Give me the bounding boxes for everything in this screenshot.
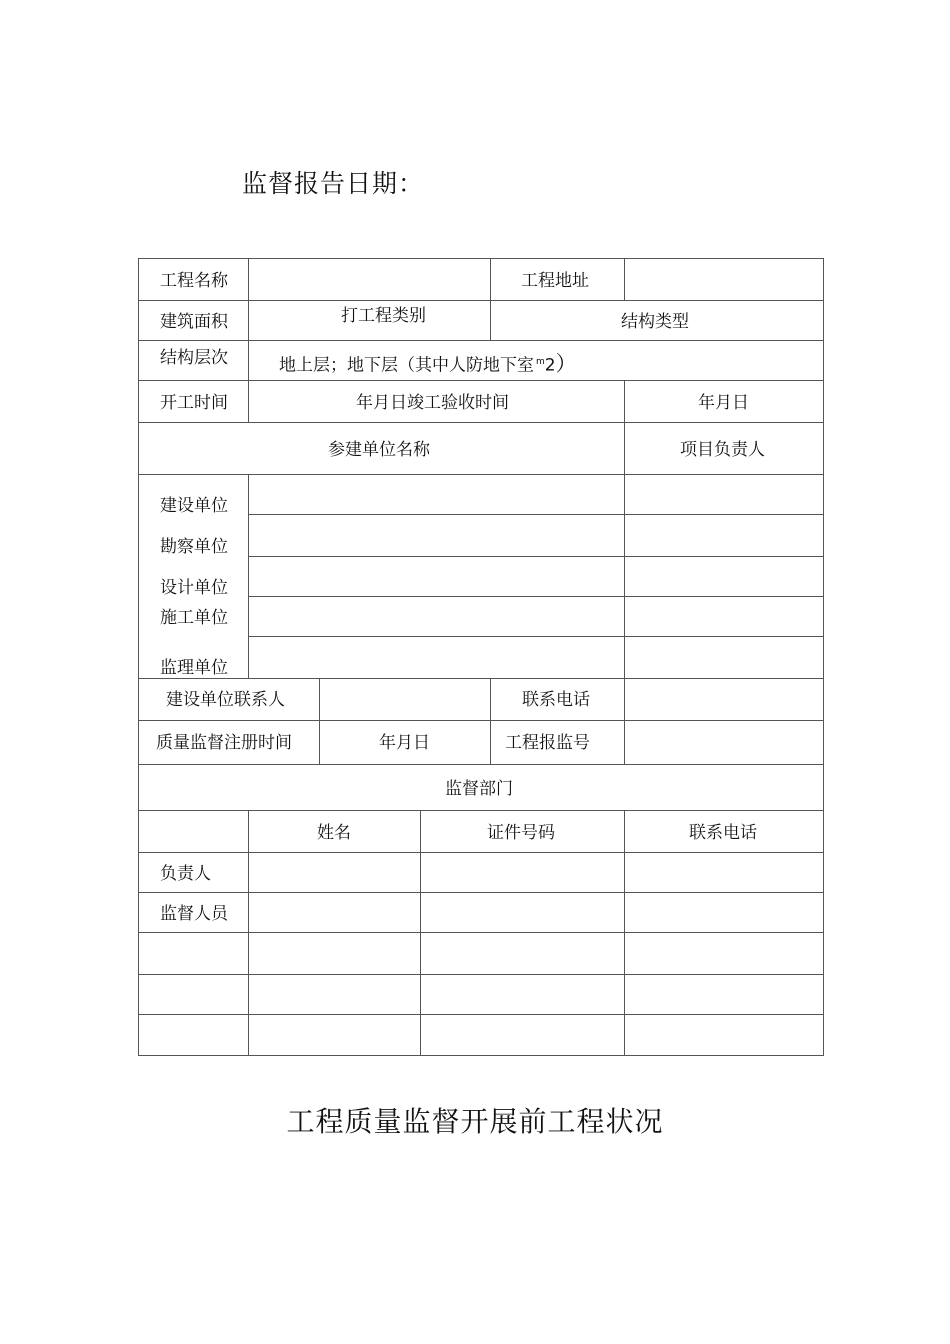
row-divider — [138, 852, 824, 853]
col-divider — [624, 810, 625, 1056]
unit-label-survey: 勘察单位 — [160, 537, 228, 557]
row-divider — [138, 720, 824, 721]
row-divider — [248, 596, 824, 597]
row-divider — [138, 1014, 824, 1015]
col-divider — [490, 678, 491, 764]
project-info-form — [138, 258, 824, 1056]
report-number-label: 工程报监号 — [505, 733, 590, 753]
structure-floors-value: 地上层；地下层（其中人防地下室 $^m$2） — [279, 351, 577, 376]
row-divider — [138, 810, 824, 811]
project-address-label: 工程地址 — [521, 271, 589, 291]
project-category-label: 打工程类别 — [341, 306, 426, 326]
row-divider — [138, 892, 824, 893]
units-name-header: 参建单位名称 — [328, 440, 430, 460]
project-name-label: 工程名称 — [160, 271, 228, 291]
row-divider — [248, 636, 824, 637]
section-title: 工程质量监督开展前工程状况 — [286, 1105, 664, 1138]
col-divider — [248, 380, 249, 422]
row-divider — [138, 300, 824, 301]
row-divider — [138, 932, 824, 933]
row-divider — [248, 514, 824, 515]
register-time-value: 年月日 — [379, 733, 430, 753]
unit-label-contractor: 施工单位 — [160, 608, 228, 628]
structure-floors-label: 结构层次 — [160, 348, 228, 368]
staff-role-supervisor: 监督人员 — [160, 904, 228, 924]
border-right — [823, 258, 824, 1056]
client-contact-label: 建设单位联系人 — [166, 690, 285, 710]
staff-name-header: 姓名 — [317, 823, 351, 843]
staff-phone-header: 联系电话 — [689, 823, 757, 843]
contact-phone-label: 联系电话 — [522, 690, 590, 710]
row-divider — [138, 974, 824, 975]
unit-label-supervisor: 监理单位 — [160, 658, 228, 678]
col-divider — [624, 678, 625, 764]
project-manager-header: 项目负责人 — [680, 440, 765, 460]
row-divider — [248, 556, 824, 557]
staff-cert-header: 证件号码 — [487, 823, 555, 843]
col-divider — [624, 380, 625, 678]
col-divider — [248, 810, 249, 1056]
building-area-label: 建筑面积 — [160, 312, 228, 332]
col-divider — [248, 474, 249, 678]
row-divider — [138, 474, 824, 475]
border-top — [138, 258, 824, 259]
col-divider — [624, 258, 625, 300]
col-divider — [490, 258, 491, 340]
unit-label-design: 设计单位 — [160, 578, 228, 598]
unit-label-construction: 建设单位 — [160, 496, 228, 516]
completion-date-value: 年月日 — [698, 393, 749, 413]
border-left — [138, 258, 139, 1056]
start-time-value: 年月日竣工验收时间 — [356, 393, 509, 413]
register-time-label: 质量监督注册时间 — [156, 733, 292, 753]
supervision-dept-title: 监督部门 — [445, 779, 513, 799]
border-bottom — [138, 1055, 824, 1056]
structure-type-label: 结构类型 — [621, 312, 689, 332]
row-divider — [138, 678, 824, 679]
row-divider — [138, 340, 824, 341]
col-divider — [420, 810, 421, 1056]
row-divider — [138, 380, 824, 381]
report-date-label: 监督报告日期： — [242, 169, 425, 198]
col-divider — [248, 258, 249, 380]
start-time-label: 开工时间 — [160, 393, 228, 413]
row-divider — [138, 422, 824, 423]
row-divider — [138, 764, 824, 765]
staff-role-leader: 负责人 — [160, 864, 211, 884]
col-divider — [319, 678, 320, 764]
